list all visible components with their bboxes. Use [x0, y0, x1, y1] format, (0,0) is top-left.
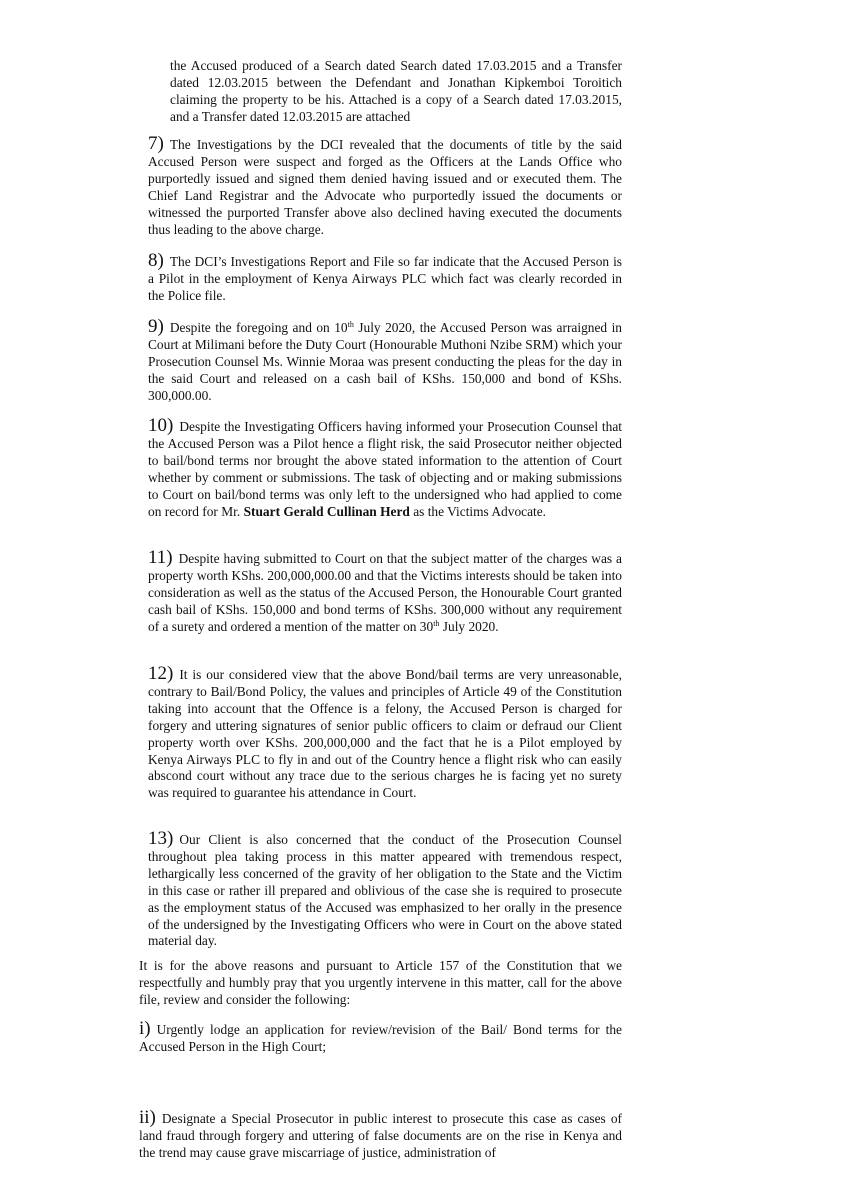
superscript: th	[433, 618, 440, 628]
prayer-text: It is for the above reasons and pursuant to Article 157 of the Constitution that we respectfully and humbly pray that you urgently intervene in this matter, call for the above file, review and consider the following:	[139, 958, 622, 1007]
paragraph-text-b: July 2020, the Accused Person was arraigned in Court at Milimani before the Duty Court (Honourable Muthoni Nzibe SRM) which your Prosecution Counsel Ms. Winnie Moraa was present conducting the pleas for the day in the said Court and released on a cash bail of KShs. 150,000 and bond of KShs. 300,000.00.	[148, 320, 622, 403]
sub-item-text: Designate a Special Prosecutor in public interest to prosecute this case as cases of land fraud through forgery and uttering of false documents are on the rise in Kenya and the trend may cause grave miscarriage of justice, administration of	[139, 1111, 622, 1160]
sub-item-ii	[139, 1107, 622, 1162]
sub-item-text: Urgently lodge an application for review/revision of the Bail/ Bond terms for the Accused Person in the High Court;	[139, 1022, 622, 1054]
paragraph-10	[148, 415, 622, 520]
sub-item-i	[139, 1018, 622, 1056]
paragraph-number: 10)	[148, 415, 174, 436]
intro-paragraph	[170, 58, 622, 126]
paragraph-text-a: Despite the foregoing and on 10	[169, 320, 348, 335]
prayer-paragraph	[139, 958, 622, 1009]
paragraph-text-b: as the Victims Advocate.	[409, 503, 547, 519]
paragraph-number: 11)	[148, 547, 173, 568]
paragraph-number: 12)	[148, 663, 174, 684]
paragraph-11	[148, 547, 622, 636]
paragraph-8	[148, 250, 622, 305]
paragraph-text: Our Client is also concerned that the conduct of the Prosecution Counsel throughout plea taking process in this matter appeared with tremendous respect, lethargically less concerned of the gravity of her obligation to the State and the Victim in this case or rather ill prepared and oblivious of the case she is required to prosecute as the employment status of the Accused was emphasized to her orally in the presence of the undersigned by the Investigating Officers who were in Court on the above stated material day.	[148, 832, 622, 949]
paragraph-text: The Investigations by the DCI revealed that the documents of title by the said Accused Person were suspect and forged as the Officers at the Lands Office who purportedly issued and signed them denied having issued and or executed them. The Chief Land Registrar and the Advocate who purportedly issued the documents or witnessed the purported Transfer above also declined having executed the documents thus leading to the above charge.	[148, 137, 622, 237]
paragraph-9	[148, 316, 622, 405]
paragraph-13	[148, 828, 622, 950]
sub-item-number: ii)	[139, 1107, 156, 1128]
paragraph-number: 8)	[148, 250, 164, 271]
paragraph-12	[148, 663, 622, 802]
paragraph-text: The DCI’s Investigations Report and File so far indicate that the Accused Person is a Pilot in the employment of Kenya Airways PLC which fact was clearly recorded in the Police file.	[148, 254, 622, 303]
sub-item-number: i)	[139, 1018, 151, 1039]
paragraph-text-a: Despite having submitted to Court on that the subject matter of the charges was a property worth KShs. 200,000,000.00 and that the Victims interests should be taken into consideration as well as the status of the Accused Person, the Honourable Court granted cash bail of KShs. 150,000 and bond terms of KShs. 300,000 without any requirement of a surety and ordered a mention of the matter on 30	[148, 551, 622, 634]
paragraph-number: 9)	[148, 316, 164, 337]
paragraph-number: 7)	[148, 133, 164, 154]
paragraph-text: It is our considered view that the above Bond/bail terms are very unreasonable, contrary to Bail/Bond Policy, the values and principles of Article 49 of the Constitution taking into account that the Offence is a felony, the Accused Person is charged for forgery and uttering signatures of senior public officers to claim or defraud our Client property worth over KShs. 200,000,000 and the fact that he is a Pilot employed by Kenya Airways PLC to fly in and out of the Country hence a flight risk who can easily abscond court without any trace due to the serious charges he is facing yet no surety was required to guarantee his attendance in Court.	[148, 667, 622, 801]
paragraph-text-a: Despite the Investigating Officers having informed your Prosecution Counsel that the Accused Person was a Pilot hence a flight risk, the said Prosecutor neither objected to bail/bond terms nor brought the above stated information to the attention of Court whether by comment or submissions. The task of objecting and or making submissions to Court on bail/bond terms was only left to the undersigned who had applied to come on record for Mr.	[148, 419, 622, 519]
intro-text: the Accused produced of a Search dated Search dated 17.03.2015 and a Transfer dated 12.03.2015 between the Defendant and Jonathan Kipkemboi Toroitich claiming the property to be his. Attached is a copy of a Search dated 17.03.2015, and a Transfer dated 12.03.2015 are attached	[170, 58, 622, 124]
victim-name: Stuart Gerald Cullinan Herd	[243, 503, 410, 519]
paragraph-text-b: July 2020.	[439, 618, 499, 634]
superscript: th	[347, 320, 354, 329]
paragraph-number: 13)	[148, 828, 174, 849]
paragraph-7	[148, 133, 622, 238]
